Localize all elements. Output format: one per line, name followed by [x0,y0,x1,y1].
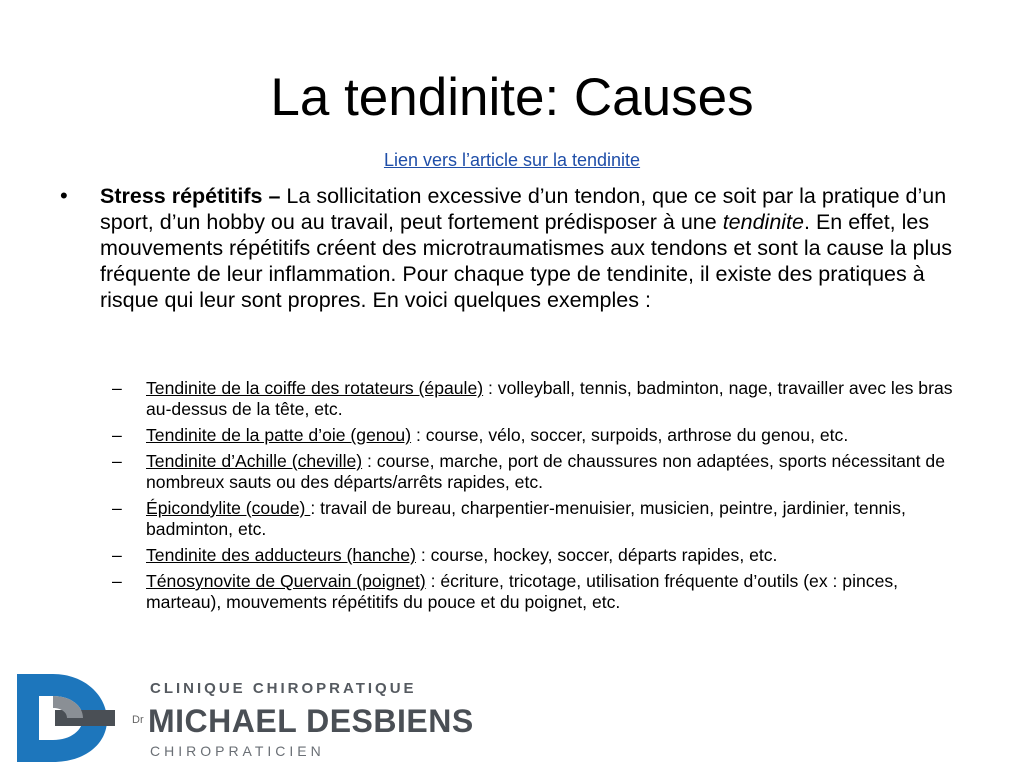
dash-icon: – [112,571,122,591]
activities-text: : course, marche, port de chaussures non adaptées, sports nécessitant de nombreux sauts ou des départs/arrêts rapides, etc. [146,451,946,492]
list-item [112,545,962,566]
bullet-text-part2: . En effet, les mouvements répétitifs créent des microtraumatismes aux tendons et sont la cause la plus fréquente de leur inflammation. Pour chaque type de tendinite, il existe des pratiques à risque qui leur sont propres. En voici quelques exemples : [100,210,953,312]
tendinitis-term: Épicondylite (coude) [146,498,311,518]
main-bullet [60,183,960,313]
list-item [112,571,962,613]
tendinitis-term: Ténosynovite de Quervain (poignet) [146,571,426,591]
logo-profession: CHIROPRATICIEN [150,743,325,759]
slide-title: La tendinite: Causes [270,68,754,127]
bullet-icon: • [60,183,68,208]
activities-text: : volleyball, tennis, badminton, nage, travailler avec les bras au-dessus de la tête, etc. [146,378,953,419]
tendinitis-term: Tendinite d’Achille (cheville) [146,451,363,471]
article-link-container [0,149,1024,171]
tendinitis-term: Tendinite de la coiffe des rotateurs (épaule) [146,378,484,398]
list-item [112,451,962,493]
dash-icon: – [112,425,122,445]
bullet-lead: Stress répétitifs – [100,184,281,208]
list-item [112,425,962,446]
list-item [112,378,962,420]
dash-icon: – [112,545,122,565]
bullet-italic-term: tendinite [722,210,804,234]
tendinitis-term: Tendinite des adducteurs (hanche) [146,545,416,565]
activities-text: : course, hockey, soccer, départs rapides, etc. [415,545,778,565]
activities-text: : écriture, tricotage, utilisation fréquente d’outils (ex : pinces, marteau), mouvements répétitifs du pouce et du poignet, etc. [146,571,899,612]
bullet-text-part1: La sollicitation excessive d’un tendon, que ce soit par la pratique d’un sport, d’un hobby ou au travail, peut fortement prédisposer à une [100,184,947,234]
dash-icon: – [112,498,122,518]
examples-list [112,378,962,618]
logo-dr-prefix: Dr [132,714,144,726]
activities-text: : course, vélo, soccer, surpoids, arthrose du genou, etc. [411,425,849,445]
article-link[interactable]: Lien vers l’article sur la tendinite [383,150,641,170]
dash-icon: – [112,451,122,471]
list-item [112,498,962,540]
main-bullet-text [100,183,960,313]
logo-clinic-label: CLINIQUE CHIROPRATIQUE [150,680,417,697]
clinic-logo [15,670,515,765]
activities-text: : travail de bureau, charpentier-menuisier, musicien, peintre, jardinier, tennis, badminton, etc. [146,498,906,539]
tendinitis-term: Tendinite de la patte d’oie (genou) [146,425,412,445]
logo-doctor-name: MICHAEL DESBIENS [148,703,474,739]
dash-icon: – [112,378,122,398]
d-mark-icon [15,670,125,765]
